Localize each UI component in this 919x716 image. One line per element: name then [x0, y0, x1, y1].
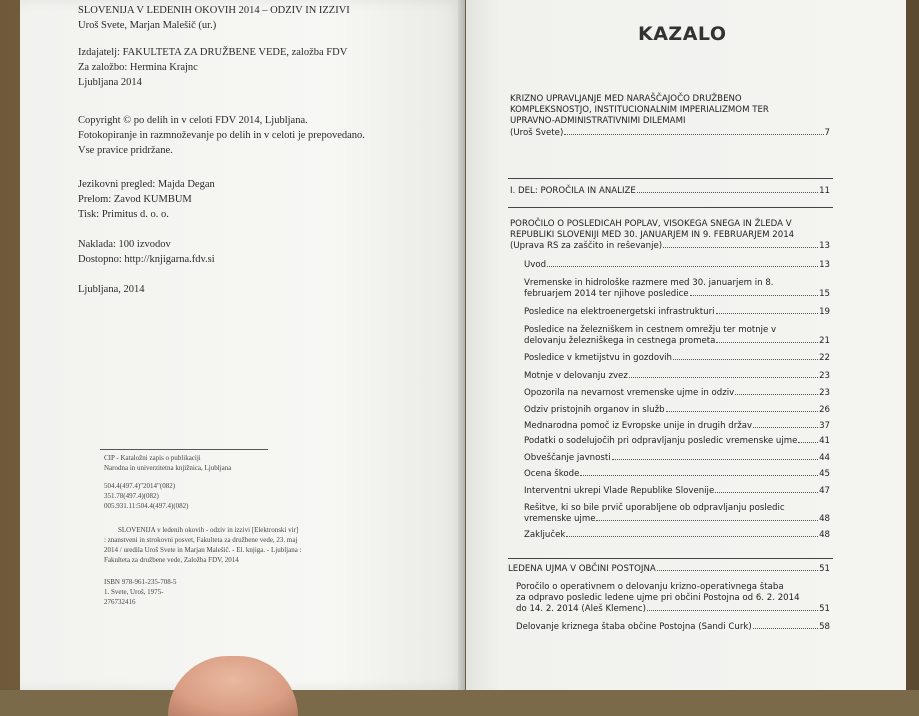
section-divider [508, 178, 833, 179]
toc-leader-dots [716, 313, 819, 314]
copyright: Copyright © po delih in v celoti FDV 2014, Ljubljana. [78, 115, 308, 126]
toc-leader-dots [673, 359, 818, 360]
toc-entry [524, 503, 785, 514]
toc-page-number: 7 [824, 128, 830, 138]
toc-page-number: 15 [819, 289, 830, 299]
toc-page-number: 13 [819, 260, 830, 270]
toc-page-number: 48 [819, 530, 830, 540]
toc-entry [524, 436, 830, 447]
cip-udc: 504.4(497.4)"2014"(082) [104, 482, 176, 490]
toc-entry-title: Vremenske in hidrološke razmere med 30. januarjem in 8. [524, 278, 774, 288]
toc-entry [510, 116, 686, 127]
toc-entry [524, 514, 830, 525]
toc-entry-title: Podatki o sodelujočih pri odpravljanju posledic vremenske ujme [524, 436, 798, 446]
cip-udc: 351.78(497.4)(082) [104, 492, 159, 500]
toc-entry-title: UPRAVNO-ADMINISTRATIVNIMI DILEMAMI [510, 116, 686, 126]
toc-entry-title: do 14. 2. 2014 (Aleš Klemenc) [516, 604, 646, 614]
toc-entry [508, 564, 830, 575]
toc-leader-dots [566, 536, 818, 537]
toc-leader-dots [657, 570, 818, 571]
section-divider [508, 207, 833, 208]
toc-page-number: 13 [819, 241, 830, 251]
toc-entry-title: februarjem 2014 ter njihove posledice [524, 289, 689, 299]
toc-entry-title: delovanju železniškega in cestnega prometa [524, 336, 716, 346]
book-header: SLOVENIJA V LEDENIH OKOVIH 2014 – ODZIV IN IZZIVI [78, 5, 350, 16]
place-year: Ljubljana 2014 [78, 77, 142, 88]
toc-leader-dots [596, 520, 818, 521]
toc-page-number: 22 [819, 353, 830, 363]
toc-page-number: 23 [819, 388, 830, 398]
toc-entry [510, 241, 830, 252]
toc-leader-dots [690, 295, 818, 296]
toc-leader-dots [612, 459, 818, 460]
cip-library: Narodna in univerzitetna knjižnica, Ljubljana [104, 464, 232, 472]
layout-credit: Prelom: Zavod KUMBUM [78, 194, 192, 205]
toc-entry [510, 186, 830, 197]
toc-entry [524, 278, 774, 289]
toc-page-number: 21 [819, 336, 830, 346]
toc-leader-dots [735, 394, 818, 395]
toc-entry [524, 421, 830, 432]
toc-entry [524, 388, 830, 399]
toc-entry-title: Mednarodna pomoč iz Evropske unije in drugih držav [524, 421, 753, 431]
toc-entry [524, 336, 830, 347]
toc-entry [510, 128, 830, 139]
copy-notice: Fotokopiranje in razmnoževanje po delih in v celoti je prepovedano. [78, 130, 365, 141]
toc-entry-title: (Uprava RS za zaščito in reševanje) [510, 241, 663, 251]
toc-entry-title: Delovanje kriznega štaba občine Postojna (Sandi Curk) [516, 622, 752, 632]
cip-title: CIP - Kataložni zapis o publikaciji [104, 454, 201, 462]
toc-entry-title: Rešitve, ki so bile prvič uporabljene ob odpravljanju posledic [524, 503, 785, 513]
toc-entry [524, 307, 830, 318]
toc-page-number: 41 [819, 436, 830, 446]
toc-entry-title: Posledice na elektroenergetski infrastrukturi [524, 307, 715, 317]
cip-description: : znanstveni in strokovni posvet, Fakulteta za družbene vede, 23. maj [104, 536, 298, 544]
toc-entry-title: Interventni ukrepi Vlade Republike Slovenije [524, 486, 715, 496]
edition: Naklada: 100 izvodov [78, 239, 171, 250]
left-page [20, 0, 465, 690]
toc-entry-title: KRIZNO UPRAVLJANJE MED NARAŠČAJOČO DRUŽBENO [510, 94, 742, 104]
toc-leader-dots [663, 247, 818, 248]
toc-entry-title: Zaključek [524, 530, 566, 540]
toc-page-number: 51 [819, 564, 830, 574]
toc-leader-dots [647, 610, 818, 611]
toc-entry-title: Posledice na železniškem in cestnem omrežju ter motnje v [524, 325, 777, 335]
toc-entry [510, 94, 742, 105]
cip-subject: 1. Svete, Uroš, 1975- [104, 588, 164, 596]
toc-entry [524, 289, 830, 300]
toc-leader-dots [715, 492, 818, 493]
toc-page-number: 19 [819, 307, 830, 317]
toc-entry-title: vremenske ujme [524, 514, 596, 524]
toc-leader-dots [637, 192, 818, 193]
cip-description: Fakulteta za družbene vede, Založba FDV, 2014 [104, 556, 239, 564]
toc-entry-title: LEDENA UJMA V OBČINI POSTOJNA [508, 564, 656, 574]
toc-leader-dots [798, 442, 818, 443]
toc-page-number: 47 [819, 486, 830, 496]
toc-entry-title: Odziv pristojnih organov in služb [524, 405, 665, 415]
toc-page-number: 58 [819, 622, 830, 632]
toc-entry [524, 371, 830, 382]
toc-entry-title: Posledice v kmetijstvu in gozdovih [524, 353, 673, 363]
print-credit: Tisk: Primitus d. o. o. [78, 209, 169, 220]
toc-leader-dots [753, 628, 818, 629]
book-authors: Uroš Svete, Marjan Malešič (ur.) [78, 20, 217, 31]
toc-page-number: 26 [819, 405, 830, 415]
toc-leader-dots [580, 475, 818, 476]
toc-entry-title: I. DEL: POROČILA IN ANALIZE [510, 186, 636, 196]
cip-isbn: ISBN 978-961-235-708-5 [104, 578, 177, 586]
page-title: KAZALO [638, 23, 727, 45]
toc-entry-title: Ocena škode [524, 469, 580, 479]
toc-entry-title: Poročilo o operativnem o delovanju krizno-operativnega štaba [516, 582, 784, 592]
toc-leader-dots [547, 266, 818, 267]
toc-entry [510, 105, 769, 116]
toc-leader-dots [666, 411, 819, 412]
toc-entry [516, 582, 784, 593]
toc-entry-title: Opozorila na nevarnost vremenske ujme in odziv [524, 388, 735, 398]
toc-entry-title: Motnje v delovanju zvez [524, 371, 628, 381]
cip-cobiss: 276732416 [104, 598, 136, 606]
toc-entry [524, 469, 830, 480]
toc-entry-title: KOMPLEKSNOSTJO, INSTITUCIONALNIM IMPERIALIZMOM TER [510, 105, 769, 115]
toc-page-number: 48 [819, 514, 830, 524]
toc-entry [524, 530, 830, 541]
toc-entry [524, 453, 830, 464]
toc-entry-title: REPUBLIKI SLOVENIJI MED 30. JANUARJEM IN 9. FEBRUARJEM 2014 [510, 230, 795, 240]
toc-leader-dots [564, 134, 823, 135]
toc-entry [516, 593, 800, 604]
toc-entry [524, 486, 830, 497]
cip-udc: 005.931.11:504.4(497.4)(082) [104, 502, 189, 510]
toc-entry [524, 405, 830, 416]
toc-entry [516, 622, 830, 633]
toc-page-number: 44 [819, 453, 830, 463]
toc-page-number: 51 [819, 604, 830, 614]
toc-leader-dots [629, 377, 818, 378]
toc-page-number: 11 [819, 186, 830, 196]
city-date: Ljubljana, 2014 [78, 284, 145, 295]
for-publisher: Za založbo: Hermina Krajnc [78, 62, 198, 73]
toc-entry [524, 260, 830, 271]
toc-entry-title: Obveščanje javnosti [524, 453, 611, 463]
toc-entry [510, 219, 792, 230]
cip-description: 2014 / uredila Uroš Svete in Marjan Malešič. - El. knjiga. - Ljubljana : [104, 546, 302, 554]
toc-entry-title: za odpravo posledic ledene ujme pri občini Postojna od 6. 2. 2014 [516, 593, 800, 603]
toc-entry-title: Uvod [524, 260, 547, 270]
publisher: Izdajatelj: FAKULTETA ZA DRUŽBENE VEDE, založba FDV [78, 47, 348, 58]
section-divider [508, 558, 833, 559]
toc-entry-title: (Uroš Svete) [510, 128, 564, 138]
cip-description: SLOVENIJA v ledenih okovih - odziv in izzivi [Elektronski vir] [118, 526, 299, 534]
toc-entry [510, 230, 794, 241]
toc-page-number: 23 [819, 371, 830, 381]
toc-page-number: 37 [819, 421, 830, 431]
toc-entry [516, 604, 830, 615]
toc-entry [524, 353, 830, 364]
cip-divider [100, 449, 268, 450]
toc-leader-dots [716, 342, 818, 343]
toc-entry-title: POROČILO O POSLEDICAH POPLAV, VISOKEGA SNEGA IN ŽLEDA V [510, 219, 792, 229]
rights: Vse pravice pridržane. [78, 145, 173, 156]
toc-entry [524, 325, 776, 336]
availability: Dostopno: http://knjigarna.fdv.si [78, 254, 215, 265]
toc-leader-dots [753, 427, 818, 428]
toc-page-number: 45 [819, 469, 830, 479]
proofreading: Jezikovni pregled: Majda Degan [78, 179, 215, 190]
